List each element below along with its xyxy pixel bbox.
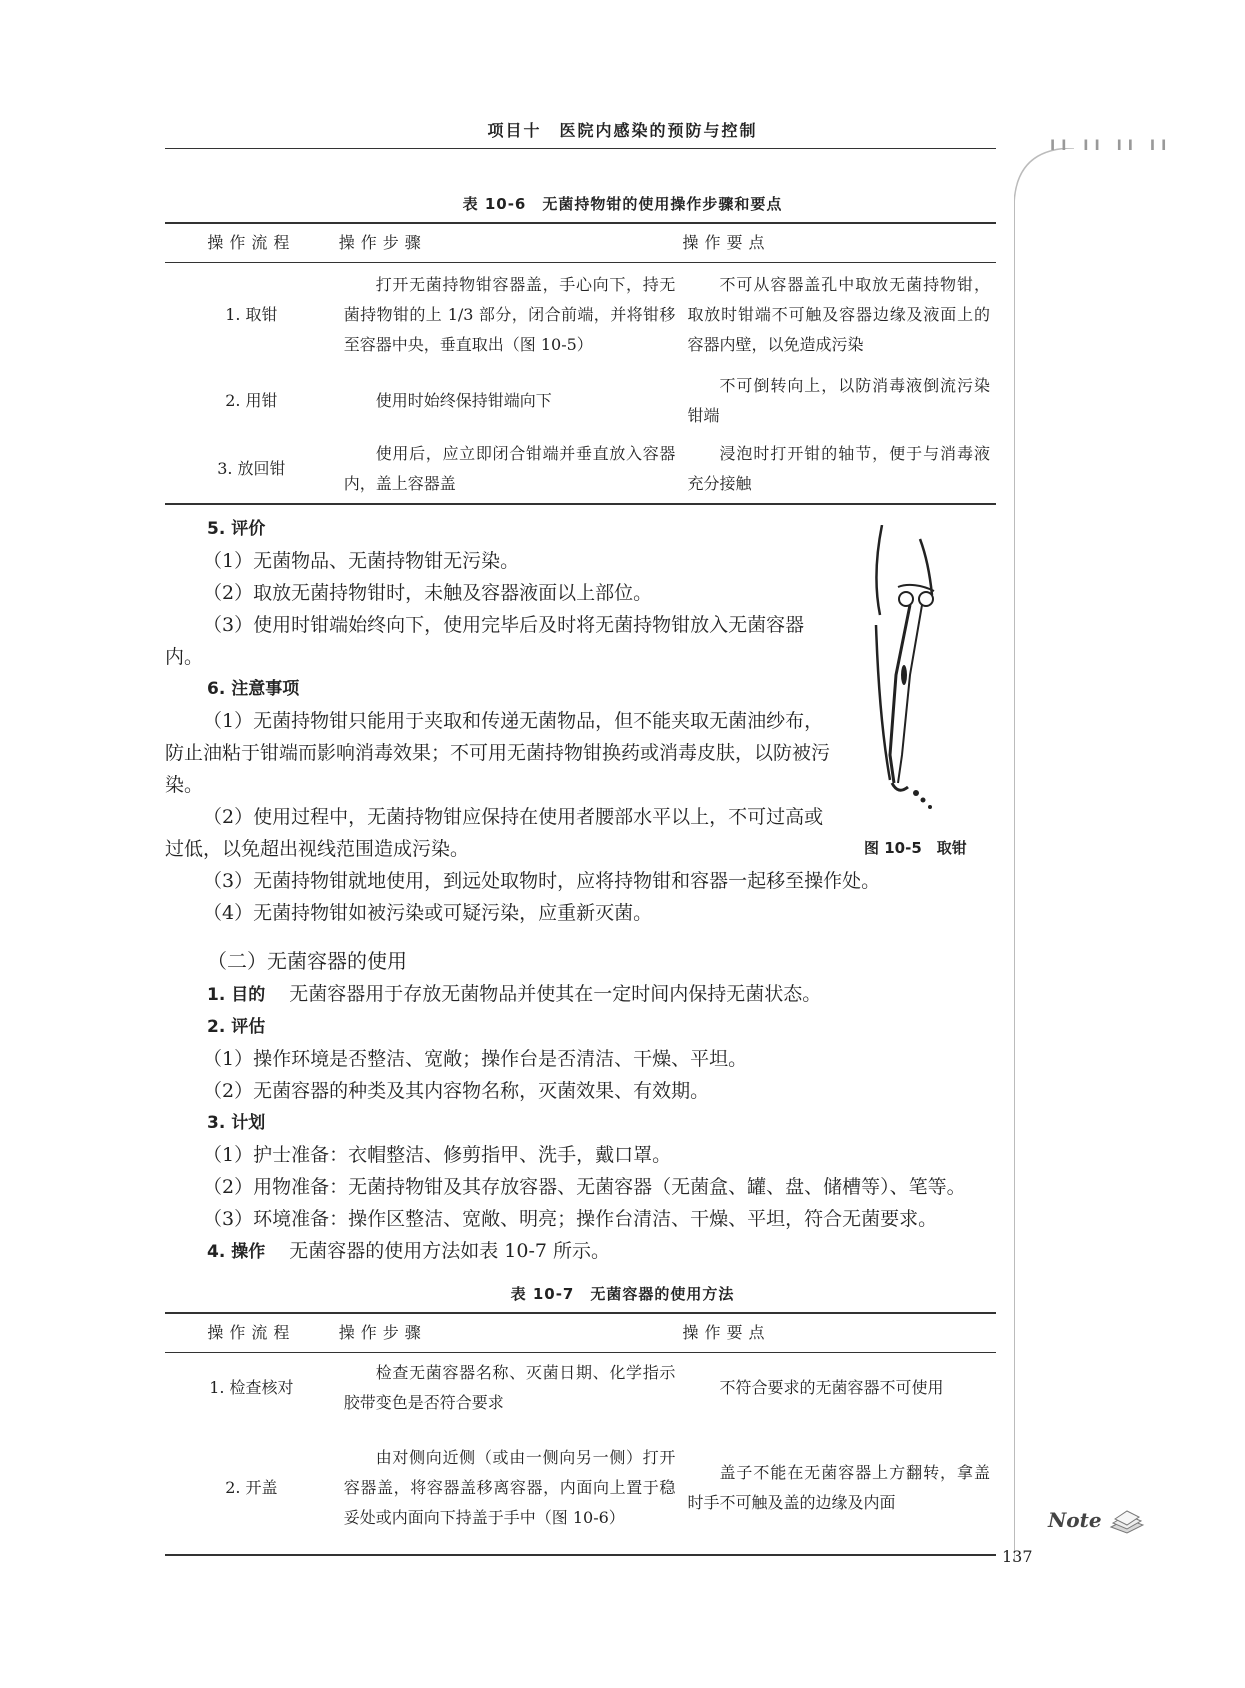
table-cell-step: 使用后，应立即闭合钳端并垂直放入容器内，盖上容器盖	[338, 435, 682, 504]
list-item: （4）无菌持物钳如被污染或可疑污染，应重新灭菌。	[203, 902, 653, 924]
table-row	[165, 263, 996, 367]
figure-caption: 图 10-5 取钳	[864, 839, 967, 857]
table-header-cell: 操作要点	[681, 223, 996, 263]
note-label: Note	[1048, 1508, 1102, 1532]
table-cell-flow: 1. 取钳	[225, 304, 278, 324]
list-item: （2）无菌容器的种类及其内容物名称，灭菌效果、有效期。	[203, 1080, 710, 1102]
table-cell-point: 不可从容器盖孔中取放无菌持物钳，取放时钳端不可触及容器边缘及液面上的容器内壁，以免造成污染	[687, 274, 990, 354]
table-header-row	[165, 223, 996, 263]
table-header-cell: 操作步骤	[338, 1313, 682, 1353]
table-cell-flow: 2. 开盖	[165, 1423, 338, 1555]
list-item: （1）护士准备：衣帽整洁、修剪指甲、洗手，戴口罩。	[203, 1144, 672, 1166]
table-cell-flow: 2. 用钳	[225, 390, 278, 410]
forceps-illustration	[868, 525, 958, 820]
table-cell-step: 使用时始终保持钳端向下	[375, 390, 552, 410]
table-cell-point: 盖子不能在无菌容器上方翻转，拿盖时手不可触及盖的边缘及内面	[681, 1423, 996, 1555]
section-heading: 2. 评估	[207, 1017, 266, 1037]
table1-caption: 表 10-6 无菌持物钳的使用操作步骤和要点	[462, 195, 783, 213]
section-heading: 6. 注意事项	[207, 679, 300, 699]
purpose-paragraph	[165, 978, 996, 1011]
table2-caption: 表 10-7 无菌容器的使用方法	[510, 1285, 735, 1303]
table-cell-step: 打开无菌持物钳容器盖，手心向下，持无菌持物钳的上 1/3 部分，闭合前端，并将钳移至容器中央，垂直取出（图 10-5）	[343, 274, 676, 354]
purpose-label: 1. 目的	[207, 985, 266, 1005]
table-header-cell: 操作步骤	[338, 223, 682, 263]
list-item: （3）无菌持物钳就地使用，到远处取物时，应将持物钳和容器一起移至操作处。	[203, 870, 881, 892]
table-cell-step: 检查无菌容器名称、灭菌日期、化学指示胶带变色是否符合要求	[343, 1362, 676, 1412]
running-header: 项目十 医院内感染的预防与控制	[487, 121, 758, 140]
table2	[165, 1312, 996, 1556]
table-header-cell: 操作流程	[165, 223, 338, 263]
table1	[165, 222, 996, 505]
margin-rule	[1014, 200, 1015, 1560]
table-cell-point: 浸泡时打开钳的轴节，便于与消毒液充分接触	[681, 435, 996, 504]
list-item: （3）使用时钳端始终向下，使用完毕后及时将无菌持物钳放入无菌容器内。	[165, 614, 805, 668]
operation-text: 无菌容器的使用方法如表 10-7 所示。	[289, 1240, 611, 1262]
table-cell-flow: 3. 放回钳	[165, 435, 338, 504]
section-heading: 3. 计划	[207, 1113, 266, 1133]
table-header-cell: 操作流程	[165, 1313, 338, 1353]
note-logo	[1048, 1508, 1145, 1535]
list-item: （1）操作环境是否整洁、宽敞；操作台是否清洁、干燥、平坦。	[203, 1048, 748, 1070]
table-cell-point: 不可倒转向上，以防消毒液倒流污染钳端	[687, 375, 990, 425]
list-item: （2）取放无菌持物钳时，未触及容器液面以上部位。	[203, 582, 653, 604]
list-item: （1）无菌物品、无菌持物钳无污染。	[203, 550, 520, 572]
book-icon	[1109, 1509, 1145, 1535]
page-number: 137	[1002, 1547, 1033, 1566]
table-row	[165, 1423, 996, 1555]
table-cell-flow: 1. 检查核对	[209, 1377, 294, 1397]
section-heading: （二）无菌容器的使用	[207, 949, 407, 973]
section-heading: 5. 评价	[207, 519, 266, 539]
list-item: （3）环境准备：操作区整洁、宽敞、明亮；操作台清洁、干燥、平坦，符合无菌要求。	[203, 1208, 938, 1230]
table-header-cell: 操作要点	[681, 1313, 996, 1353]
operation-paragraph	[165, 1235, 996, 1268]
evaluation-section	[165, 513, 840, 865]
margin-bars-ornament: II II II II	[1050, 138, 1173, 154]
table-cell-step: 由对侧向近侧（或由一侧向另一侧）打开容器盖，将容器盖移离容器，内面向上置于稳妥处或内面向下持盖于手中（图 10-6）	[338, 1423, 682, 1555]
table-header-row	[165, 1313, 996, 1353]
list-item: （2）使用过程中，无菌持物钳应保持在使用者腰部水平以上，不可过高或过低，以免超出视线范围造成污染。	[165, 806, 824, 860]
table-row	[165, 367, 996, 435]
list-item: （1）无菌持物钳只能用于夹取和传递无菌物品，但不能夹取无菌油纱布，防止油粘于钳端而影响消毒效果；不可用无菌持物钳换药或消毒皮肤，以防被污染。	[165, 710, 831, 796]
operation-label: 4. 操作	[207, 1242, 266, 1262]
notes-continued	[165, 865, 996, 929]
sterile-container-section	[165, 944, 996, 1268]
header-rule	[165, 148, 996, 149]
table-cell-point: 不符合要求的无菌容器不可使用	[719, 1377, 944, 1397]
table-row	[165, 1353, 996, 1423]
purpose-text: 无菌容器用于存放无菌物品并使其在一定时间内保持无菌状态。	[289, 983, 822, 1005]
list-item: （2）用物准备：无菌持物钳及其存放容器、无菌容器（无菌盒、罐、盘、储槽等）、笔等。	[203, 1176, 966, 1198]
table-row	[165, 435, 996, 504]
